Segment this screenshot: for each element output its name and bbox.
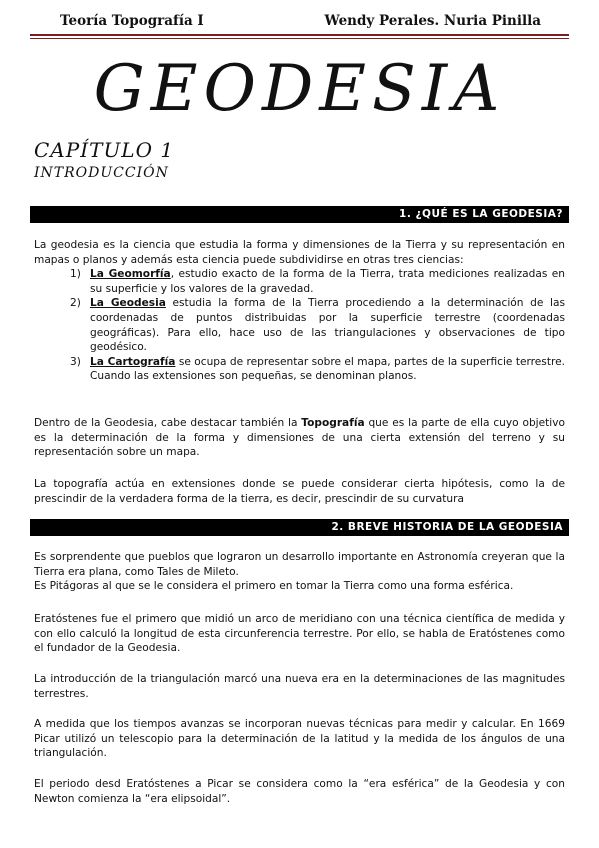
history-text-2: Eratóstenes fue el primero que midió un arco de meridiano con una técnica científica de medida y con ello calculó la longitud de esta circunferencia terrestre. Por ello, se habla de Eratóstenes como el fundador de la Geodesia. — [34, 613, 565, 655]
list-item-number: 3) — [70, 355, 81, 368]
section-1-heading: 1. ¿QUÉ ES LA GEODESIA? — [30, 206, 569, 223]
section-1-intro: La geodesia es la ciencia que estudia la forma y dimensiones de la Tierra y su representación en mapas o planos y además esta ciencia puede subdividirse en otras tres ciencias: — [34, 239, 565, 266]
section-1-body — [34, 238, 565, 384]
chapter-subtitle: INTRODUCCIÓN — [34, 165, 169, 181]
history-text-1a: Es sorprendente que pueblos que lograron un desarrollo importante en Astronomía creyeran que la Tierra era plana, como Tales de Mileto. — [34, 551, 565, 578]
list-item — [34, 267, 565, 296]
curvature-text: La topografía actúa en extensiones donde se puede considerar cierta hipótesis, como la de prescindir de la verdadera forma de la tierra, es decir, prescindir de su curvatura — [34, 478, 565, 505]
list-item — [34, 296, 565, 354]
history-paragraph-2 — [34, 612, 565, 656]
list-item-text: se ocupa de representar sobre el mapa, partes de la superficie terrestre. Cuando las extensiones son pequeñas, se denominan planos. — [90, 355, 565, 383]
history-text-1b: Es Pitágoras al que se le considera el primero en tomar la Tierra como una forma esférica. — [34, 580, 514, 593]
list-item-term: La Geomorfía — [90, 268, 171, 281]
history-paragraph-1 — [34, 550, 565, 594]
header-course-title: Teoría Topografía I — [60, 13, 204, 29]
topografia-term: Topografía — [301, 417, 365, 429]
section-2-heading: 2. BREVE HISTORIA DE LA GEODESIA — [30, 519, 569, 536]
header-rule-thin — [30, 38, 569, 39]
page-header — [30, 10, 569, 34]
history-paragraph-5 — [34, 777, 565, 806]
list-item-number: 1) — [70, 268, 81, 281]
history-text-5: El periodo desd Eratóstenes a Picar se considera como la “era esférica” de la Geodesia y con Newton comienza la “era elipsoidal”. — [34, 778, 565, 805]
topografia-text-before: Dentro de la Geodesia, cabe destacar también la — [34, 417, 302, 429]
list-item-number: 2) — [70, 297, 81, 310]
list-item-text: , estudio exacto de la forma de la Tierra, trata mediciones realizadas en su superficie y los valores de la gravedad. — [90, 268, 565, 295]
subdivision-list — [34, 267, 565, 384]
list-item-text: estudia la forma de la Tierra procediendo a la determinación de las coordenadas de puntos distribuidas por la superficie terrestre (coordenadas geográficas). Para ello, hace uso de las triangulaciones y observaciones de tipo geodésico. — [90, 297, 565, 354]
curvature-paragraph — [34, 477, 565, 506]
history-text-4: A medida que los tiempos avanzas se incorporan nuevas técnicas para medir y calcular. En 1669 Picar utilizó un telescopio para la determinación de la latitud y la medida de los ángulos de una triangulación. — [34, 718, 565, 760]
document-title: GEODESIA — [93, 52, 506, 126]
chapter-heading: CAPÍTULO 1 — [34, 138, 175, 162]
history-paragraph-4 — [34, 717, 565, 761]
list-item — [34, 355, 565, 384]
list-item-term: La Geodesia — [90, 297, 166, 310]
header-authors: Wendy Perales. Nuria Pinilla — [324, 13, 541, 29]
list-item-term: La Cartografía — [90, 355, 176, 368]
header-rule-thick — [30, 34, 569, 36]
topografia-text-after: que es la parte de ella cuyo objetivo es la determinación de la forma y dimensiones de una cierta extensión del terreno y su representación sobre un mapa. — [34, 417, 565, 459]
history-paragraph-3 — [34, 672, 565, 701]
topografia-paragraph — [34, 416, 565, 460]
history-text-3: La introducción de la triangulación marcó una nueva era en la determinaciones de las magnitudes terrestres. — [34, 673, 565, 700]
